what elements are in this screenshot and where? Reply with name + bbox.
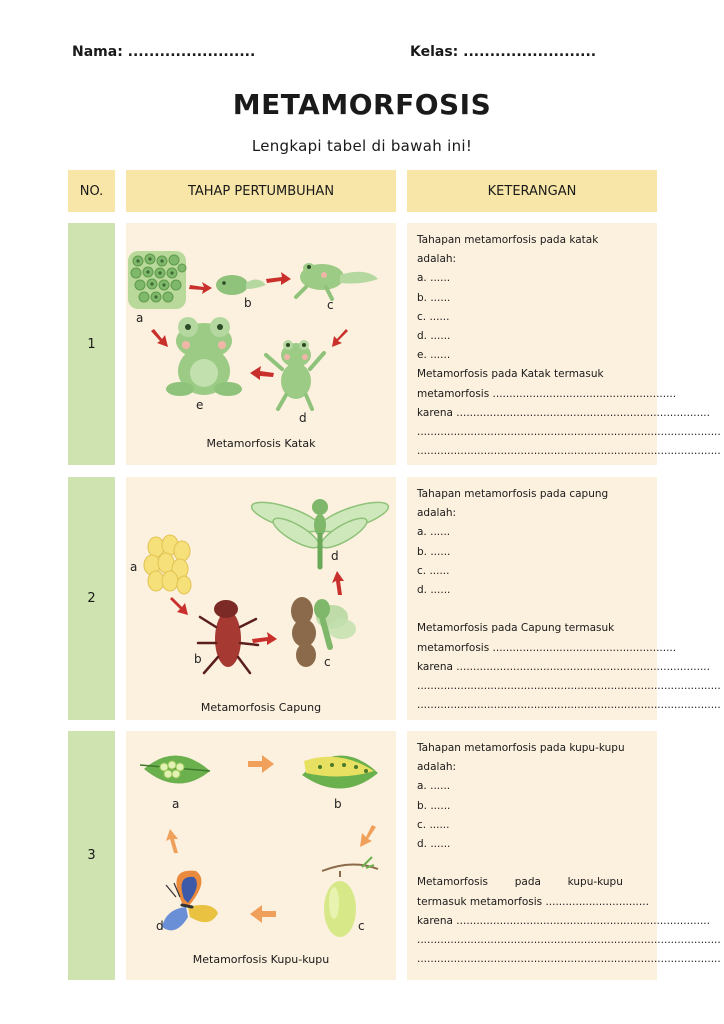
row-2-answer-reason[interactable]: karena ............................................................................ xyxy=(417,660,710,673)
frog-lifecycle-diagram xyxy=(126,223,396,465)
frog-label-d: d xyxy=(299,411,307,425)
chrysalis-icon xyxy=(322,857,378,937)
frog-label-b: b xyxy=(244,296,252,310)
row-1-line: adalah: xyxy=(417,253,457,266)
row-1-answer-line[interactable]: ........................................................................................... xyxy=(417,445,721,458)
row-2-spacer xyxy=(417,600,645,619)
page-title: METAMORFOSIS xyxy=(232,88,492,121)
row-2-answer-d[interactable]: d. ...... xyxy=(417,584,451,597)
tadpole-icon xyxy=(216,275,266,295)
frog-label-e: e xyxy=(196,398,204,412)
row-3-illustration xyxy=(126,731,396,980)
dragonfly-adult-icon xyxy=(249,496,392,567)
butterfly-label-b: b xyxy=(334,797,342,811)
row-1-answer-reason[interactable]: karena ............................................................................ xyxy=(417,406,710,419)
kelas-field[interactable]: Kelas: ......................... xyxy=(410,44,597,60)
row-3-keterangan xyxy=(407,731,721,980)
row-2-line: Metamorfosis pada Capung termasuk xyxy=(417,622,615,635)
row-3-answer-a[interactable]: a. ...... xyxy=(417,780,451,793)
row-2-answer-line[interactable]: ........................................................................................... xyxy=(417,680,721,693)
dragonfly-label-c: c xyxy=(324,655,331,669)
row-2-number: 2 xyxy=(68,477,115,720)
row-2-answer-c[interactable]: c. ...... xyxy=(417,564,450,577)
frog-caption: Metamorfosis Katak xyxy=(206,437,316,450)
row-3-answer-c[interactable]: c. ...... xyxy=(417,818,450,831)
butterfly-label-a: a xyxy=(172,797,180,811)
butterfly-label-c: c xyxy=(358,919,365,933)
row-1-keterangan xyxy=(407,223,721,465)
froglet-icon xyxy=(296,263,378,299)
row-3-answer-d[interactable]: d. ...... xyxy=(417,838,451,851)
dragonfly-label-a: a xyxy=(130,560,138,574)
row-3-line: Metamorfosis pada kupu-kupu xyxy=(417,876,623,889)
row-1-answer-type[interactable]: metamorfosis ....................................................... xyxy=(417,387,677,400)
butterfly-icon xyxy=(162,871,218,931)
row-1-answer-e[interactable]: e. ...... xyxy=(417,349,451,362)
row-1-number: 1 xyxy=(68,223,115,465)
row-3-answer-b[interactable]: b. ...... xyxy=(417,799,451,812)
row-3-answer-type[interactable]: termasuk metamorfosis ............................... xyxy=(417,895,649,908)
row-1-answer-line[interactable]: ........................................................................................... xyxy=(417,426,721,439)
row-2-answer-a[interactable]: a. ...... xyxy=(417,526,451,539)
leaf-eggs-icon xyxy=(140,755,210,783)
row-1-answer-d[interactable]: d. ...... xyxy=(417,330,451,343)
col-header-no: NO. xyxy=(68,170,115,212)
row-2-illustration xyxy=(126,477,396,720)
row-3-line: Tahapan metamorfosis pada kupu-kupu xyxy=(417,742,625,754)
row-3-line: adalah: xyxy=(417,761,457,774)
dragonfly-lifecycle-diagram xyxy=(126,477,396,720)
dragonfly-label-d: d xyxy=(331,549,339,563)
frog-eggs-icon xyxy=(128,251,186,309)
young-frog-icon xyxy=(266,340,324,409)
row-3-number: 3 xyxy=(68,731,115,980)
butterfly-caption: Metamorfosis Kupu-kupu xyxy=(192,953,330,966)
butterfly-label-d: d xyxy=(156,919,164,933)
row-3-answer-reason[interactable]: karena ............................................................................ xyxy=(417,914,710,927)
row-2-answer-b[interactable]: b. ...... xyxy=(417,545,451,558)
row-1-line: Metamorfosis pada Katak termasuk xyxy=(417,368,604,381)
col-header-keterangan: KETERANGAN xyxy=(407,170,657,212)
adult-frog-icon xyxy=(166,317,242,396)
row-1-line: Tahapan metamorfosis pada katak xyxy=(417,234,599,246)
row-2-answer-line[interactable]: ........................................................................................... xyxy=(417,699,721,712)
dragonfly-caption: Metamorfosis Capung xyxy=(200,701,322,714)
frog-label-a: a xyxy=(136,311,144,325)
row-2-answer-type[interactable]: metamorfosis ....................................................... xyxy=(417,641,677,654)
row-1-answer-c[interactable]: c. ...... xyxy=(417,310,450,323)
nama-field[interactable]: Nama: ........................ xyxy=(72,44,256,60)
leaf-caterpillar-icon xyxy=(302,755,378,788)
page-subtitle: Lengkapi tabel di bawah ini! xyxy=(251,137,473,155)
row-2-line: adalah: xyxy=(417,507,457,520)
row-1-answer-b[interactable]: b. ...... xyxy=(417,291,451,304)
row-2-line: Tahapan metamorfosis pada capung xyxy=(417,488,609,500)
frog-label-c: c xyxy=(327,298,334,312)
row-3-answer-line[interactable]: ........................................................................................... xyxy=(417,934,721,947)
row-1-illustration xyxy=(126,223,396,465)
row-3-answer-line[interactable]: ........................................................................................... xyxy=(417,953,721,966)
dragonfly-eggs-icon xyxy=(144,535,191,594)
dragonfly-nymph-icon xyxy=(198,600,258,673)
dragonfly-label-b: b xyxy=(194,652,202,666)
butterfly-lifecycle-diagram xyxy=(126,731,396,980)
row-3-spacer xyxy=(417,854,645,873)
col-header-tahap: TAHAP PERTUMBUHAN xyxy=(126,170,396,212)
row-1-answer-a[interactable]: a. ...... xyxy=(417,272,451,285)
row-2-keterangan xyxy=(407,477,721,720)
